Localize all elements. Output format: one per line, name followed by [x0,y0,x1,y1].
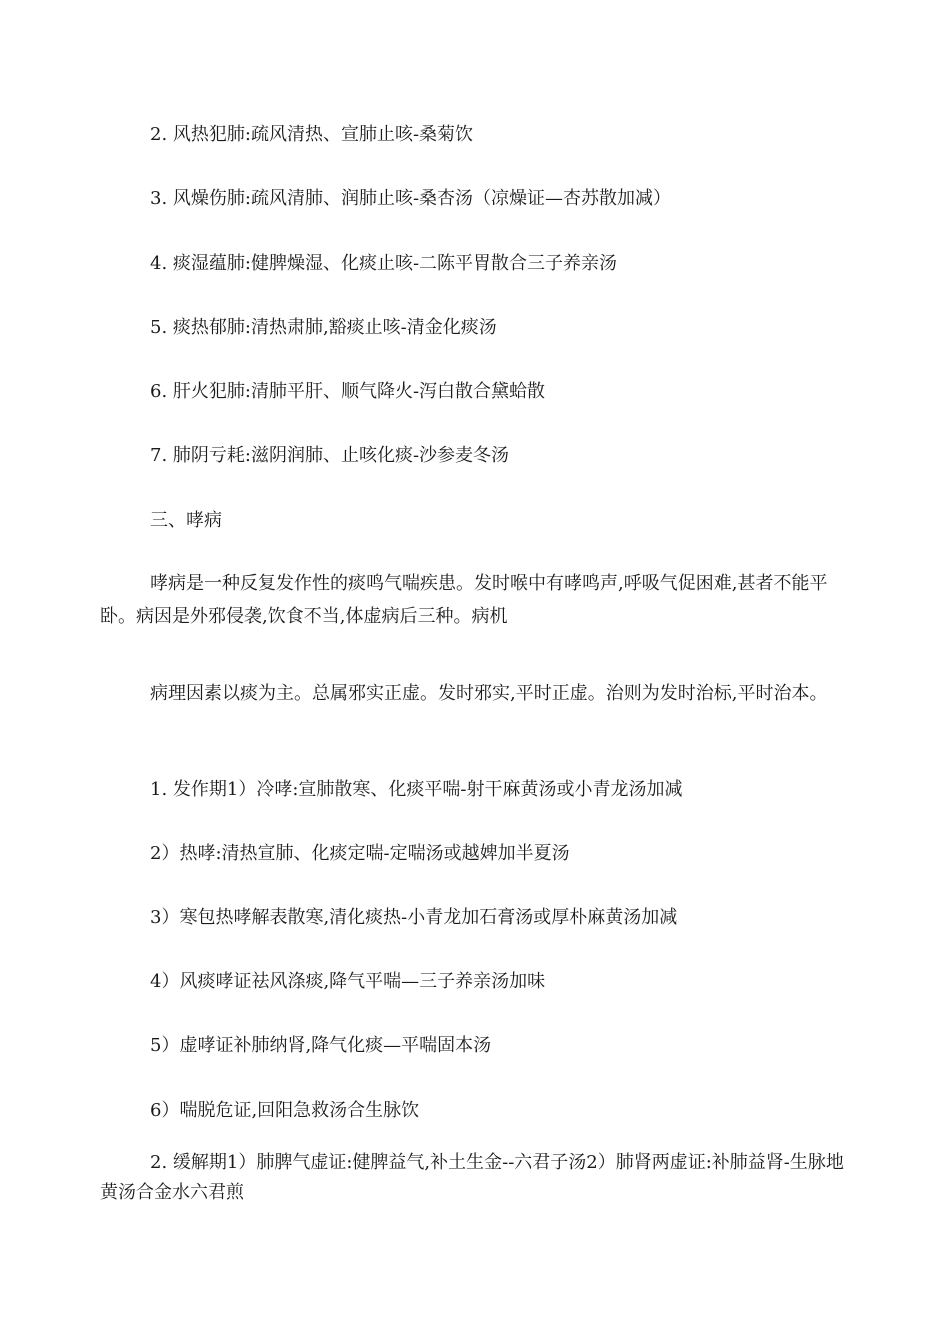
section-heading: 三、哮病 [150,510,222,531]
list-item: 3）寒包热哮解表散寒,清化痰热-小青龙加石膏汤或厚朴麻黄汤加减 [150,907,678,928]
paragraph: 哮病是一种反复发作性的痰鸣气喘疾患。发时喉中有哮鸣声,呼吸气促困难,甚者不能平卧。病因是外邪侵袭,饮食不当,体虚病后三种。病机 [100,573,828,627]
paragraph: 病理因素以痰为主。总属邪实正虚。发时邪实,平时正虚。治则为发时治标,平时治本。 [150,683,828,704]
list-item: 1. 发作期1）冷哮:宣肺散寒、化痰平喘-射干麻黄汤或小青龙汤加减 [150,779,683,800]
text-line: 5. 痰热郁肺:清热肃肺,豁痰止咳-清金化痰汤 [150,317,497,338]
text-line: 4. 痰湿蕴肺:健脾燥湿、化痰止咳-二陈平胃散合三子养亲汤 [150,253,618,274]
text-line: 7. 肺阴亏耗:滋阴润肺、止咳化痰-沙参麦冬汤 [150,445,510,466]
text-line: 3. 风燥伤肺:疏风清肺、润肺止咳-桑杏汤（凉燥证—杏苏散加减） [150,188,672,209]
text-line: 6. 肝火犯肺:清肺平肝、顺气降火-泻白散合黛蛤散 [150,381,546,402]
list-item: 4）风痰哮证祛风涤痰,降气平喘—三子养亲汤加味 [150,971,546,992]
list-item: 5）虚哮证补肺纳肾,降气化痰—平喘固本汤 [150,1035,492,1056]
paragraph: 2. 缓解期1）肺脾气虚证:健脾益气,补土生金--六君子汤2）肺肾两虚证:补肺益肾-生脉地黄汤合金水六君煎 [100,1152,844,1203]
list-item: 2）热哮:清热宣肺、化痰定喘-定喘汤或越婢加半夏汤 [150,843,570,864]
text-line: 2. 风热犯肺:疏风清热、宣肺止咳-桑菊饮 [150,124,474,145]
list-item: 6）喘脱危证,回阳急救汤合生脉饮 [150,1100,420,1121]
